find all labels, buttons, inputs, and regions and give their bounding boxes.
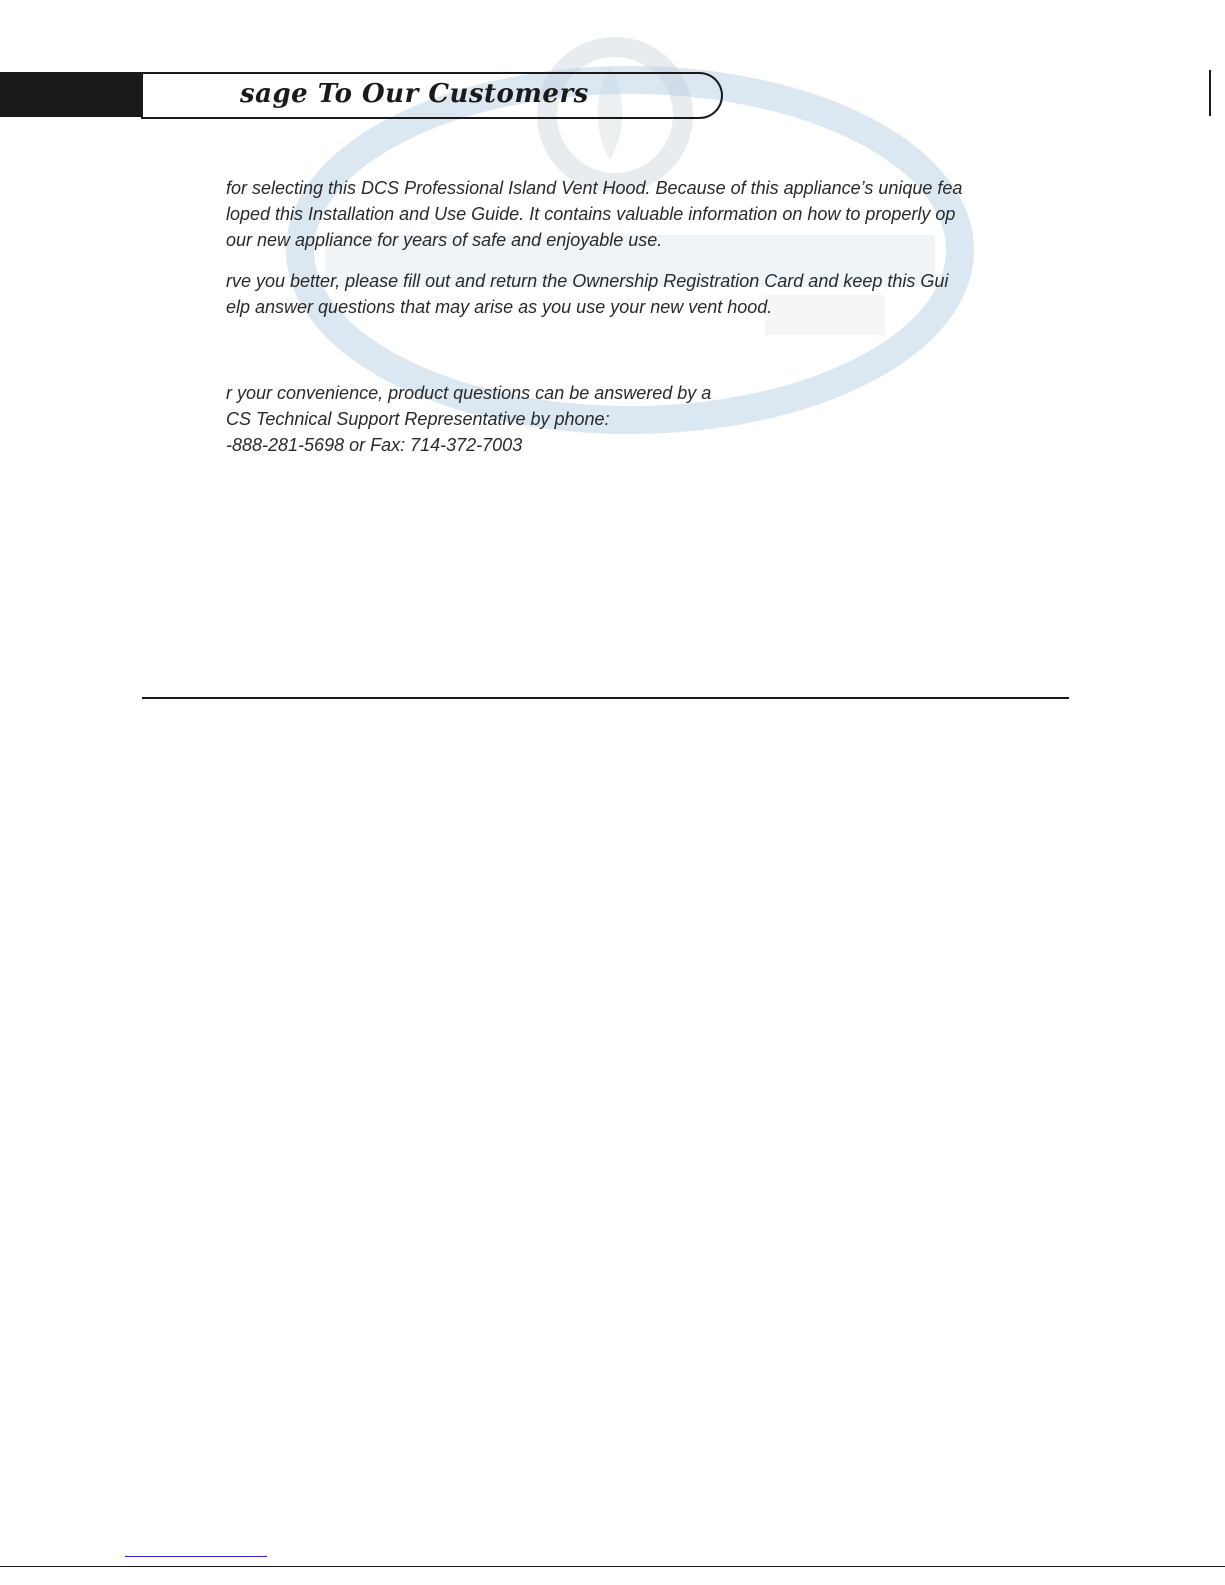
support-line: CS Technical Support Representative by phone: [226,409,610,429]
footer-rule [0,1566,1225,1567]
intro-line: our new appliance for years of safe and enjoyable use. [226,230,663,250]
header-black-tab [0,72,143,117]
intro-line: loped this Installation and Use Guide. It contains valuable information on how to properly op [226,204,956,224]
registration-line: rve you better, please fill out and return the Ownership Registration Card and keep this Gui [226,271,949,291]
intro-paragraph [226,175,996,253]
registration-line: elp answer questions that may arise as you use your new vent hood. [226,297,773,317]
support-line: r your convenience, product questions can be answered by a [226,383,712,403]
section-divider [142,697,1069,699]
support-paragraph [226,380,996,458]
page-title: sage To Our Customers [240,79,589,109]
support-contact-line: -888-281-5698 or Fax: 714-372-7003 [226,435,523,455]
registration-paragraph [226,268,996,320]
footer-link-underline[interactable] [125,1556,267,1557]
page-edge-mark [1209,70,1211,116]
intro-line: for selecting this DCS Professional Island Vent Hood. Because of this appliance’s unique fea [226,178,963,198]
